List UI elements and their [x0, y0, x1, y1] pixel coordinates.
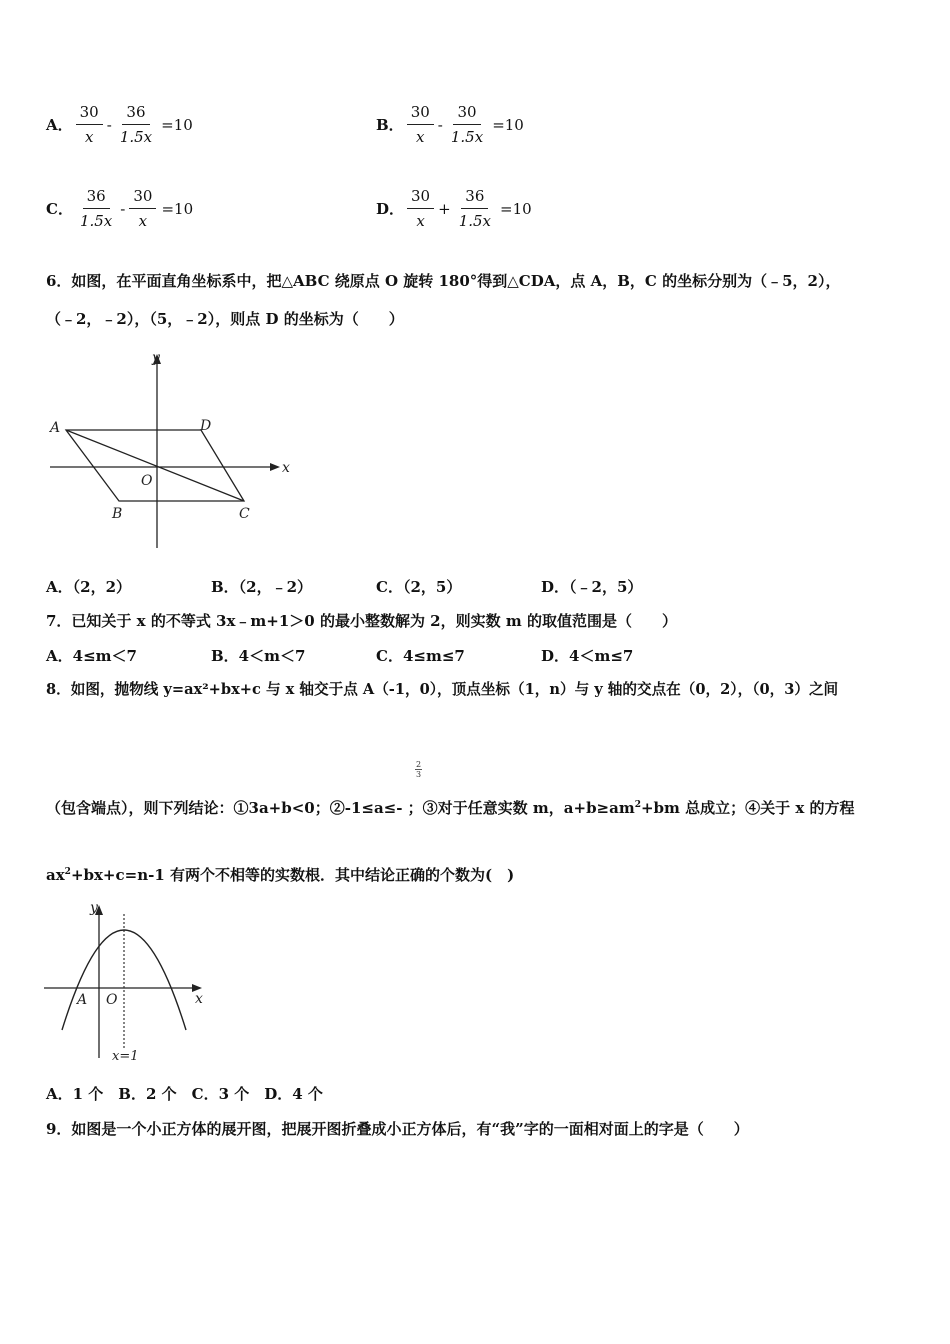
- fraction: $\frac{36}{1.5x}$: [119, 103, 153, 146]
- q8-options: A．1 个 B．2 个 C．3 个 D．4 个: [46, 1085, 323, 1103]
- label-y: y: [90, 900, 98, 916]
- fraction: $\frac{30}{x}$: [407, 102, 434, 147]
- q5-option-b: B． $\frac{30}{x}$ - $\frac{30}{1.5x}$ =10: [376, 103, 524, 146]
- q7-option-b: B．4＜m＜7: [211, 647, 306, 665]
- q8-text-line2: （包含端点），则下列结论：①3a+b<0；②-1≤a≤- ；③对于任意实数 m，$a+b\ge am^2+bm$ 总成立；④关于 x 的方程: [46, 799, 855, 817]
- q8-small-fraction: $\frac{2}{3}$: [416, 760, 422, 779]
- q7-option-a: A．4≤m＜7: [46, 647, 137, 665]
- q9-text: 9．如图是一个小正方体的展开图，把展开图折叠成小正方体后，有“我”字的一面相对面上的字是（ ）: [46, 1120, 749, 1138]
- fraction: $\frac{30}{x}$: [407, 186, 434, 231]
- label-o: O: [106, 992, 118, 1008]
- label-c: C: [239, 506, 250, 522]
- label-d: D: [200, 418, 212, 434]
- q6-option-c: C．（2，5）: [376, 578, 462, 596]
- q5-option-c: C． $\frac{36}{1.5x}$ - $\frac{30}{x}$ =10: [46, 187, 194, 230]
- label-a: A: [50, 420, 61, 436]
- q6-text-line1: 6．如图，在平面直角坐标系中，把△ABC 绕原点 O 旋转 180°得到△CDA，点 A，B，C 的坐标分别为（﹣5，2），: [46, 272, 841, 290]
- fraction: $\frac{30}{x}$: [76, 102, 103, 147]
- x-axis-arrow: [270, 463, 280, 471]
- q7-text: 7．已知关于 x 的不等式 3x﹣m+1＞0 的最小整数解为 2，则实数 m 的取值范围是（ ）: [46, 612, 677, 630]
- q7-option-d: D．4＜m≤7: [541, 647, 634, 665]
- q8-parabola-figure: [44, 900, 210, 1064]
- q6-option-a: A．（2，2）: [46, 578, 132, 596]
- q8-text-line1: 8．如图，抛物线 y=ax²+bx+c 与 x 轴交于点 A（-1，0），顶点坐标（1，n）与 y 轴的交点在（0，2），（0，3）之间: [46, 681, 839, 698]
- fraction: $\frac{30}{1.5x}$: [450, 103, 484, 146]
- label-y: y: [152, 350, 160, 366]
- q5-option-d: D． $\frac{30}{x}$ + $\frac{36}{1.5x}$ =10: [376, 187, 532, 230]
- fraction: $\frac{36}{1.5x}$: [458, 187, 492, 230]
- q8-text-line3: $ax^2+bx+c=n-1$ 有两个不相等的实数根．其中结论正确的个数为( ): [46, 866, 515, 884]
- q7-option-c: C．4≤m≤7: [376, 647, 465, 665]
- label-x: x: [282, 460, 290, 476]
- label-o: O: [141, 473, 153, 489]
- q6-option-d: D．（﹣2，5）: [541, 578, 643, 596]
- fraction: $\frac{36}{1.5x}$: [79, 187, 113, 230]
- label-x-equals-1: x=1: [112, 1049, 139, 1064]
- fraction: $\frac{30}{x}$: [129, 186, 156, 231]
- label-x: x: [195, 991, 203, 1007]
- label-b: B: [112, 506, 123, 522]
- q6-text-line2: （﹣2，﹣2），（5，﹣2），则点 D 的坐标为（ ）: [46, 310, 404, 328]
- label-a: A: [77, 992, 88, 1008]
- q6-option-b: B．（2，﹣2）: [211, 578, 313, 596]
- q5-option-a: A． $\frac{30}{x}$ - $\frac{36}{1.5x}$ =10: [46, 103, 193, 146]
- q6-parallelogram-figure: [44, 348, 294, 554]
